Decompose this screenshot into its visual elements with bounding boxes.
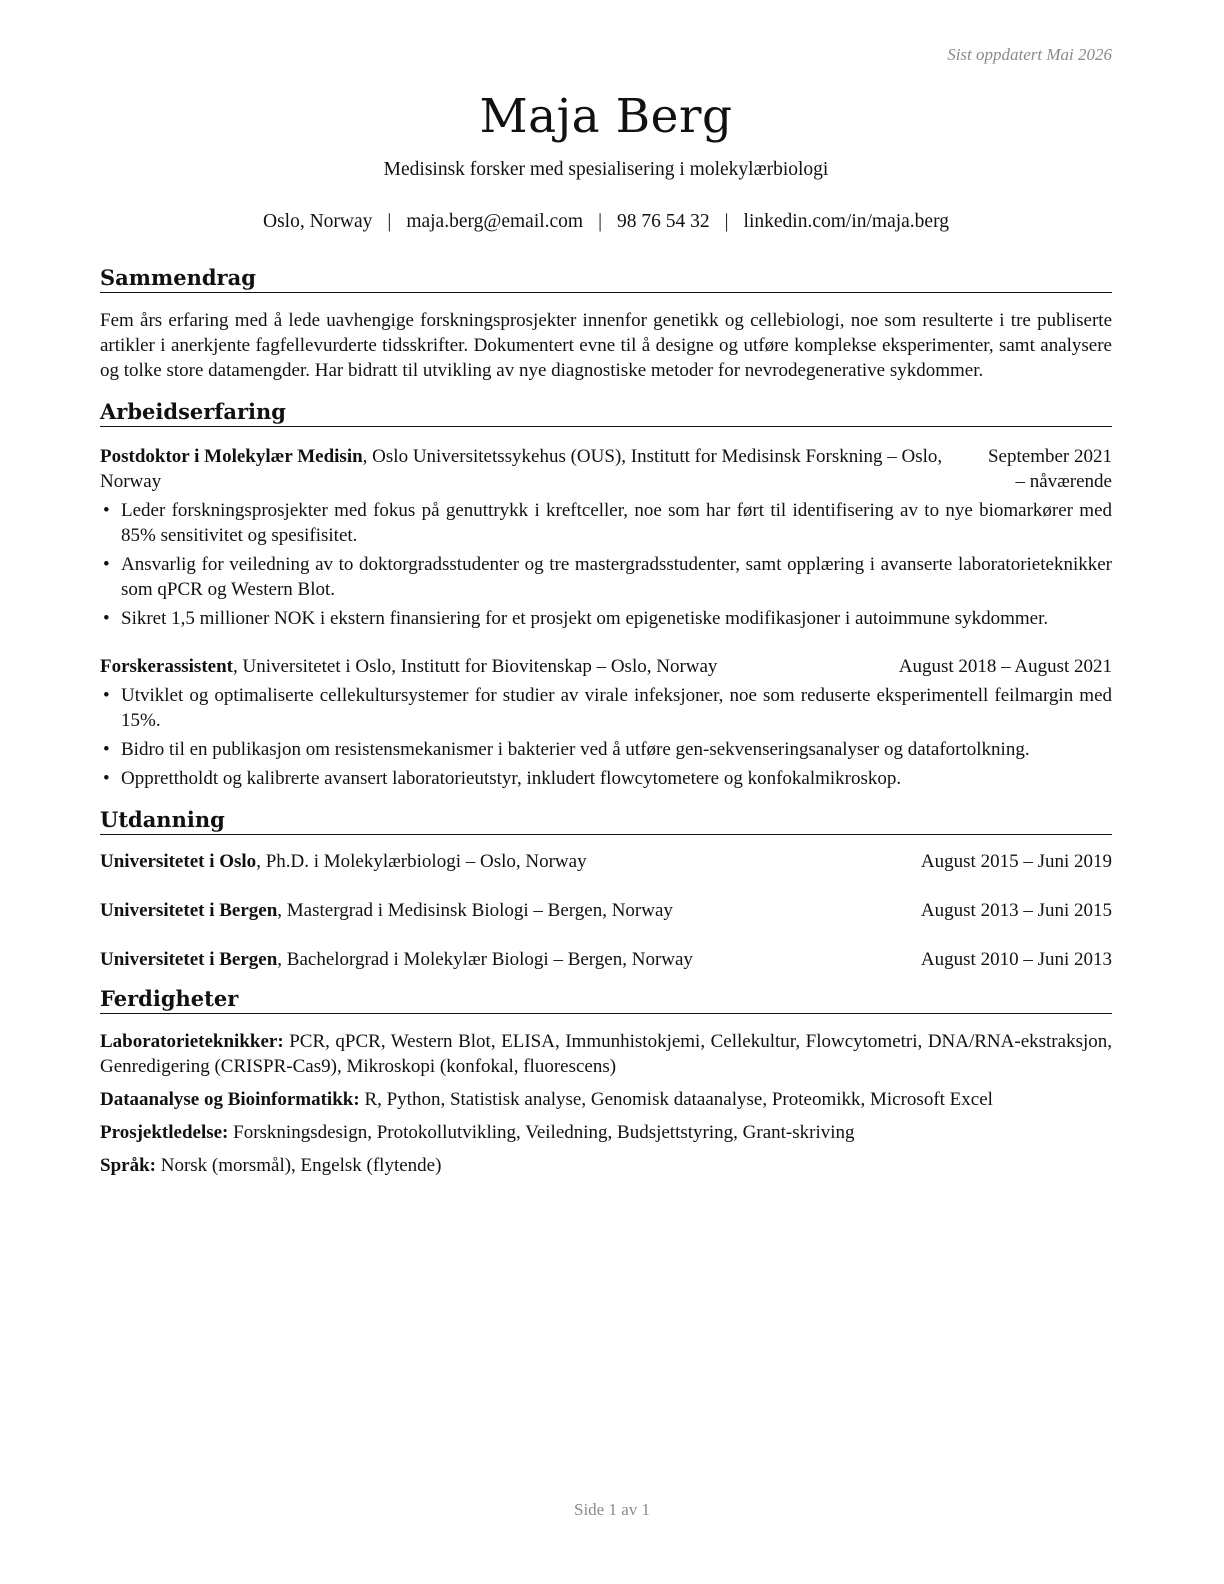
education-dates: August 2015 – Juni 2019 [920,851,1112,872]
job-title-line [100,444,970,494]
education-row [100,849,1112,874]
job-dates: August 2018 – August 2021 [898,656,1112,677]
summary-text: Fem års erfaring med å lede uavhengige forskningsprosjekter innenfor genetikk og cellebiologi, noe som resulterte i tre publiserte artikler i anerkjente fagfellevurderte tidsskrifter. Dokumentert evne til å designe og utføre komplekse eksperimenter, samt analysere og tolke store datamengder. Har bidratt til utvikling av nye diagnostiske metoder for nevrodegenerative sykdommer. [100,310,1112,381]
section-title-summary: Sammendrag [100,265,1112,293]
skill-value: Norsk (morsmål), Engelsk (flytende) [155,1155,442,1176]
job-title-line [100,654,717,679]
contact-email[interactable]: maja.berg@email.com [406,211,584,232]
job-header [100,654,1112,679]
section-title-experience: Arbeidserfaring [100,399,1112,427]
skill-label: Laboratorieteknikker: [100,1031,284,1052]
education-degree: , Bachelorgrad i Molekylær Biologi – Bergen, Norway [277,949,693,970]
contact-line [100,209,1112,235]
contact-separator: | [598,211,603,232]
job-bullets [100,683,1112,791]
job-org: , Universitetet i Oslo, Institutt for Biovitenskap – Oslo, Norway [232,656,718,677]
education-school: Universitetet i Oslo [100,851,257,872]
list-item: • Opprettholdt og kalibrerte avansert laboratorieutstyr, inkludert flowcytometere og konfokalmikroskop. [100,766,1112,791]
list-item: • Leder forskningsprosjekter med fokus på genuttrykk i kreftceller, noe som har ført til identifisering av to nye biomarkører med 85% sensitivitet og spesifisitet. [100,498,1112,548]
skill-row [100,1029,1112,1079]
education-dates: August 2013 – Juni 2015 [920,900,1112,921]
education-degree-line [100,849,587,874]
education-row [100,947,1112,972]
education-degree: , Ph.D. i Molekylærbiologi – Oslo, Norway [256,851,587,872]
contact-separator: | [387,211,392,232]
job-role: Forskerassistent [100,656,233,677]
contact-separator: | [724,211,729,232]
skill-label: Dataanalyse og Bioinformatikk: [100,1089,360,1110]
skill-row [100,1120,1112,1145]
education-degree: , Mastergrad i Medisinsk Biologi – Bergen, Norway [277,900,673,921]
section-title-skills: Ferdigheter [100,986,1112,1014]
contact-location: Oslo, Norway [263,211,373,232]
person-name: Maja Berg [479,89,733,144]
skill-label: Prosjektledelse: [100,1122,229,1143]
job-dates: September 2021 – nåværende [987,446,1112,492]
job-role: Postdoktor i Molekylær Medisin [100,446,363,467]
education-row [100,898,1112,923]
job-header [100,444,1112,494]
tagline: Medisinsk forsker med spesialisering i molekylærbiologi [383,159,829,180]
section-title-education: Utdanning [100,807,1112,835]
skill-row [100,1087,1112,1112]
page-footer: Side 1 av 1 [573,1500,651,1519]
skill-value: PCR, qPCR, Western Blot, ELISA, Immunhistokjemi, Cellekultur, Flowcytometri, DNA/RNA-ekstraksjon, Genredigering (CRISPR-Cas9), Mikroskopi (konfokal, fluorescens) [100,1031,1112,1077]
list-item: • Ansvarlig for veiledning av to doktorgradsstudenter og tre mastergradsstudenter, samt opplæring i avanserte laboratorieteknikker som qPCR og Western Blot. [100,552,1112,602]
last-updated: Sist oppdatert Mai 2026 [947,45,1112,64]
education-school: Universitetet i Bergen [100,949,278,970]
education-degree-line [100,898,673,923]
skill-row [100,1153,1112,1178]
education-school: Universitetet i Bergen [100,900,278,921]
education-dates: August 2010 – Juni 2013 [920,949,1112,970]
list-item: • Bidro til en publikasjon om resistensmekanismer i bakterier ved å utføre gen-sekvenseringsanalyser og datafortolkning. [100,737,1112,762]
education-degree-line [100,947,693,972]
skill-value: R, Python, Statistisk analyse, Genomisk dataanalyse, Proteomikk, Microsoft Excel [359,1089,993,1110]
skill-label: Språk: [100,1155,156,1176]
list-item: • Sikret 1,5 millioner NOK i ekstern finansiering for et prosjekt om epigenetiske modifikasjoner i autoimmune sykdommer. [100,606,1112,631]
job-org: , Oslo Universitetssykehus (OUS), Institutt for Medisinsk Forskning – Oslo, Norway [100,446,943,492]
skill-value: Forskningsdesign, Protokollutvikling, Veiledning, Budsjettstyring, Grant-skriving [228,1122,855,1143]
contact-linkedin[interactable]: linkedin.com/in/maja.berg [743,211,949,232]
list-item: • Utviklet og optimaliserte cellekultursystemer for studier av virale infeksjoner, noe som reduserte eksperimentell feilmargin med 15%. [100,683,1112,733]
contact-phone: 98 76 54 32 [617,211,710,232]
job-bullets [100,498,1112,631]
